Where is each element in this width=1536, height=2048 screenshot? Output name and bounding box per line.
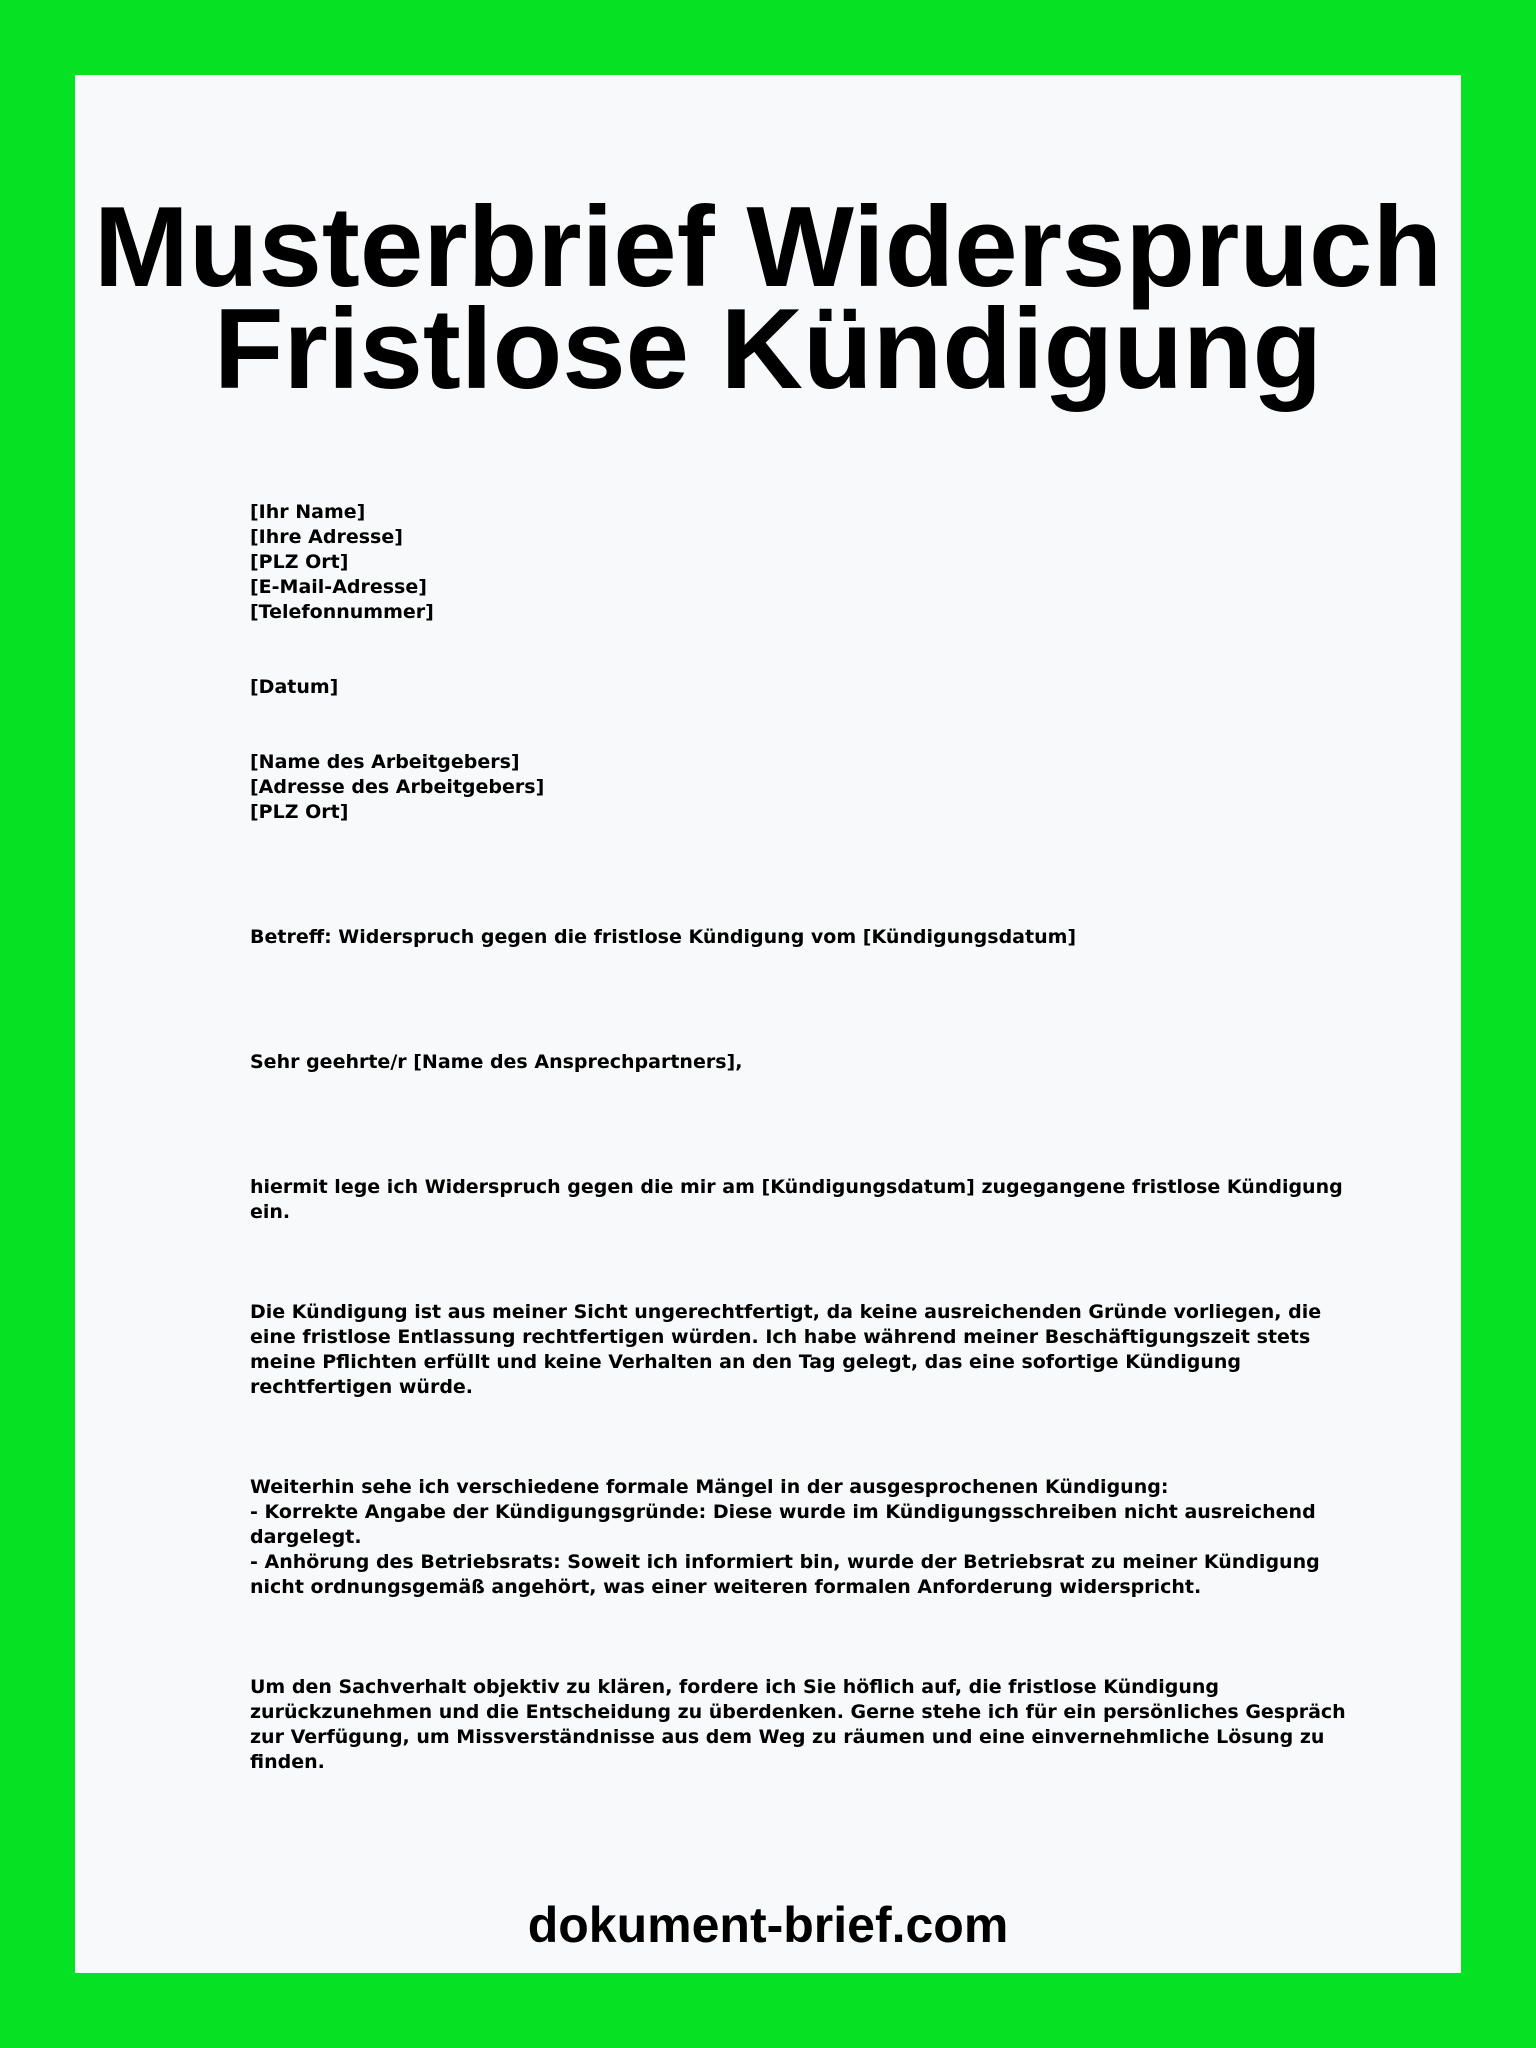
sender-email: [E-Mail-Adresse] xyxy=(250,576,427,598)
sender-zip-city: [PLZ Ort] xyxy=(250,551,349,573)
footer-domain: dokument-brief.com xyxy=(527,1897,1009,1953)
document-page xyxy=(75,75,1461,1973)
paragraph-3-intro: Weiterhin sehe ich verschiedene formale Mängel in der ausgesprochenen Kündigung: xyxy=(250,1476,1169,1498)
title-line-2: Fristlose Kündigung xyxy=(213,286,1323,413)
date-line: [Datum] xyxy=(250,676,339,698)
recipient-block xyxy=(250,750,1350,825)
paragraph-2: Die Kündigung ist aus meiner Sicht ungerechtfertigt, da keine ausreichenden Gründe vorliegen, die eine fristlose Entlassung rechtfertigen würden. Ich habe während meiner Beschäftigungszeit stets meine Pflichten erfüllt und keine Verhalten an den Tag gelegt, das eine sofortige Kündigung rechtfertigen würde. xyxy=(250,1301,1322,1398)
paragraph-1: hiermit lege ich Widerspruch gegen die mir am [Kündigungsdatum] zugegangene fristlose Kündigung ein. xyxy=(250,1176,1343,1223)
document-title xyxy=(75,184,1461,413)
sender-block xyxy=(250,500,1350,625)
paragraph-3-item-1: - Korrekte Angabe der Kündigungsgründe: Diese wurde im Kündigungsschreiben nicht ausreichend dargelegt. xyxy=(250,1501,1316,1548)
paragraph-4: Um den Sachverhalt objektiv zu klären, fordere ich Sie höflich auf, die fristlose Kündigung zurückzunehmen und die Entscheidung zu überdenken. Gerne stehe ich für ein persönliches Gespräch zur Verfügung, um Missverständnisse aus dem Weg zu räumen und eine einvernehmliche Lösung zu finden. xyxy=(250,1676,1346,1773)
paragraph-3-item-2: - Anhörung des Betriebsrats: Soweit ich informiert bin, wurde der Betriebsrat zu meiner Kündigung nicht ordnungsgemäß angehört, was einer weiteren formalen Anforderung widerspricht. xyxy=(250,1551,1320,1598)
paragraph-3 xyxy=(250,1475,1350,1600)
subject-line: Betreff: Widerspruch gegen die fristlose Kündigung vom [Kündigungsdatum] xyxy=(250,926,1077,948)
sender-phone: [Telefonnummer] xyxy=(250,601,434,623)
recipient-address: [Adresse des Arbeitgebers] xyxy=(250,776,545,798)
sender-address: [Ihre Adresse] xyxy=(250,526,403,548)
title-line-1: Musterbrief Widerspruch xyxy=(93,184,1443,311)
sender-name: [Ihr Name] xyxy=(250,501,366,523)
recipient-name: [Name des Arbeitgebers] xyxy=(250,751,520,773)
salutation: Sehr geehrte/r [Name des Ansprechpartners], xyxy=(250,1051,743,1073)
recipient-zip-city: [PLZ Ort] xyxy=(250,801,349,823)
